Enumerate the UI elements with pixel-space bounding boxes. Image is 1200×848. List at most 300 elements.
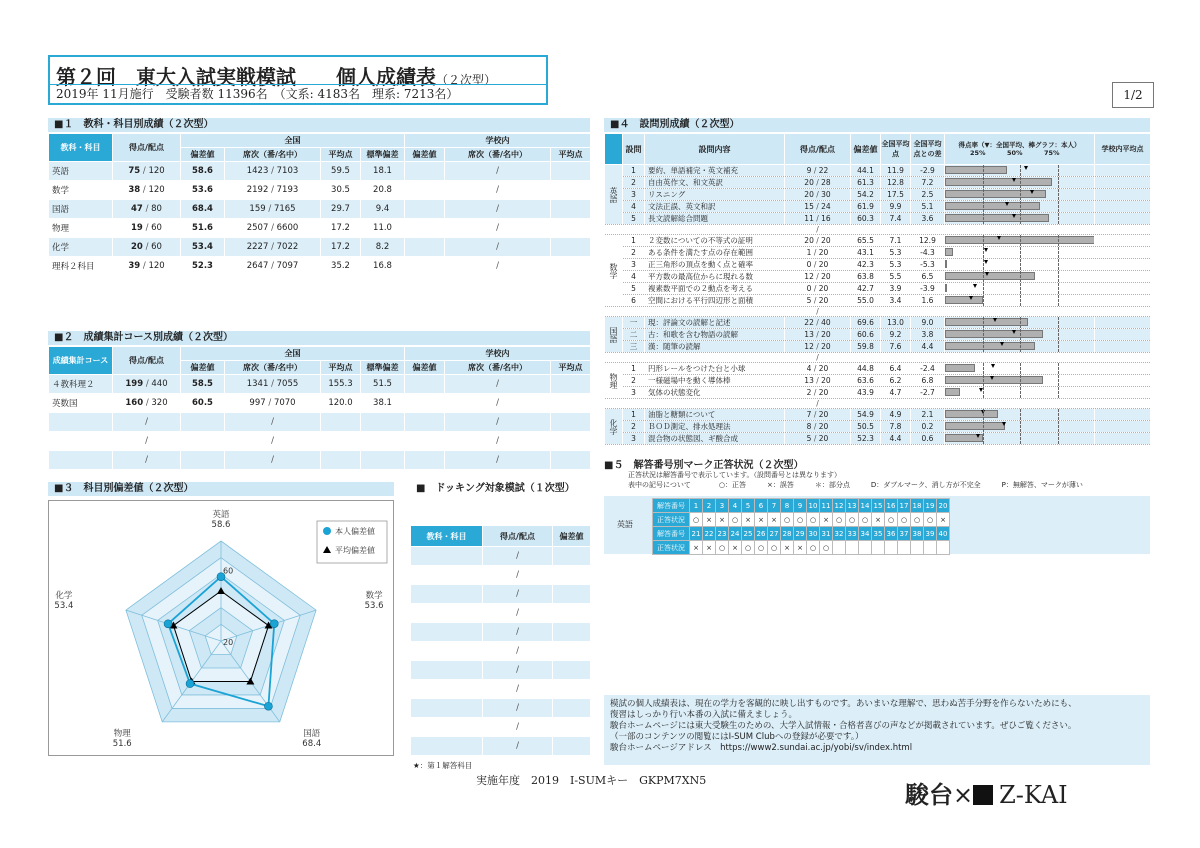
- question-deviation: 63.8: [851, 271, 881, 283]
- score-cell: 38 / 120: [113, 181, 181, 200]
- answer-status-table: [652, 498, 950, 555]
- school-average: [551, 375, 591, 394]
- question-score: 4 / 20: [785, 363, 851, 375]
- score-rate-bar: [945, 364, 975, 372]
- question-number: 3: [623, 433, 645, 445]
- radar-category-label: 68.4: [302, 738, 322, 749]
- question-average-diff: 9.0: [911, 317, 945, 329]
- answer-status: ○: [898, 513, 911, 527]
- answer-status: ○: [859, 513, 872, 527]
- gridline: [983, 433, 984, 444]
- question-score: 9 / 22: [785, 165, 851, 177]
- question-deviation: 55.0: [851, 295, 881, 307]
- school-average: [551, 257, 591, 276]
- question-national-average: 5.5: [881, 271, 911, 283]
- question-deviation: 63.6: [851, 375, 881, 387]
- rate-chart-cell: [945, 189, 1095, 201]
- question-content: 円形レールをつけた台と小球: [645, 363, 785, 375]
- gridline: [983, 341, 984, 352]
- rate-chart-cell: [945, 283, 1095, 295]
- school-deviation: [405, 181, 445, 200]
- gridline: [1058, 387, 1059, 398]
- question-average-diff: 5.1: [911, 201, 945, 213]
- school-average: [1095, 363, 1151, 375]
- answer-status-row: [653, 541, 950, 555]
- question-content: 古：和歌を含む物語の読解: [645, 329, 785, 341]
- school-rank: /: [445, 162, 551, 181]
- answer-number: 19: [924, 499, 937, 513]
- answer-number: 22: [703, 527, 716, 541]
- answer-number: 16: [885, 499, 898, 513]
- spacer-row: /: [605, 225, 1151, 235]
- question-national-average: 3.9: [881, 283, 911, 295]
- question-score: 2 / 20: [785, 387, 851, 399]
- radar-category-label: 58.6: [211, 520, 231, 530]
- rate-chart-cell: [945, 341, 1095, 353]
- question-row: [605, 387, 1151, 399]
- question-average-diff: -5.3: [911, 259, 945, 271]
- rank-cell: 1341 / 7055: [225, 375, 321, 394]
- national-average-marker: [997, 236, 1001, 240]
- question-score: 20 / 28: [785, 177, 851, 189]
- question-row: [605, 363, 1151, 375]
- question-subject: 物理: [605, 363, 623, 399]
- question-number: 5: [623, 213, 645, 225]
- gridline: [1020, 329, 1021, 340]
- gridline: [1020, 213, 1021, 224]
- question-score: 1 / 20: [785, 247, 851, 259]
- score-rate-bar: [945, 318, 1028, 326]
- gridline: [983, 409, 984, 420]
- question-content: 現：評論文の読解と記述: [645, 317, 785, 329]
- average: 59.5: [321, 162, 361, 181]
- school-deviation: [405, 257, 445, 276]
- answer-status: ○: [807, 541, 820, 555]
- score-cell: 39 / 120: [113, 257, 181, 276]
- question-score: 11 / 16: [785, 213, 851, 225]
- question-number: 1: [623, 363, 645, 375]
- score-rate-bar: [945, 248, 953, 256]
- rate-chart-cell: [945, 409, 1095, 421]
- school-average: [1095, 295, 1151, 307]
- answer-status-subject: 英語: [604, 496, 646, 554]
- report-info: 2019年 11月施行 受験者数 11396名 （文系: 4183名 理系: 7213名）: [50, 84, 546, 103]
- answer-number: 2: [703, 499, 716, 513]
- question-row: [605, 283, 1151, 295]
- question-deviation: 65.5: [851, 235, 881, 247]
- subject-name: ４教科理２: [49, 375, 113, 394]
- question-subject: 化学: [605, 409, 623, 445]
- question-deviation: 44.8: [851, 363, 881, 375]
- question-row: [605, 375, 1151, 387]
- gridline: [1020, 177, 1021, 188]
- answer-number: 23: [716, 527, 729, 541]
- question-national-average: 3.4: [881, 295, 911, 307]
- radar-category-label: 53.4: [54, 601, 74, 612]
- rank-cell: 2647 / 7097: [225, 257, 321, 276]
- answer-number: 32: [833, 527, 846, 541]
- question-national-average: 5.3: [881, 247, 911, 259]
- score-rate-bar: [945, 376, 1043, 384]
- gridline: [983, 283, 984, 294]
- question-national-average: 5.3: [881, 259, 911, 271]
- table-row: /: [411, 604, 591, 623]
- score-rate-bar: [945, 342, 1035, 350]
- table-row: /: [411, 699, 591, 718]
- question-average-diff: 6.8: [911, 375, 945, 387]
- table-row: [49, 257, 591, 276]
- average: 17.2: [321, 238, 361, 257]
- school-rank: /: [445, 238, 551, 257]
- gridline: [1058, 295, 1059, 306]
- school-rank: /: [445, 375, 551, 394]
- section5-note2: 表中の記号について ○：正答 ×：誤答 ＊：部分点 D：ダブルマーク、消し方が不完全 P：無解答、マークが薄い: [628, 481, 1083, 489]
- table-row: / / /: [49, 451, 591, 470]
- question-national-average: 9.9: [881, 201, 911, 213]
- answer-status: ○: [690, 513, 703, 527]
- answer-number: 1: [690, 499, 703, 513]
- rate-chart-cell: [945, 201, 1095, 213]
- radar-category-label: 化学: [55, 591, 73, 602]
- question-average-diff: 3.8: [911, 329, 945, 341]
- answer-number: 20: [937, 499, 950, 513]
- gridline: [983, 189, 984, 200]
- question-average-diff: -2.4: [911, 363, 945, 375]
- question-score: 15 / 24: [785, 201, 851, 213]
- score-cell: 47 / 80: [113, 200, 181, 219]
- gridline: [1020, 375, 1021, 386]
- gridline: [983, 259, 984, 270]
- answer-status: ×: [716, 513, 729, 527]
- question-deviation: 43.1: [851, 247, 881, 259]
- average: 17.2: [321, 219, 361, 238]
- radar-category-label: 物理: [113, 728, 131, 739]
- answer-number: 11: [820, 499, 833, 513]
- national-average-marker: [1005, 202, 1009, 206]
- answer-number: 9: [794, 499, 807, 513]
- rate-chart-cell: [945, 235, 1095, 247]
- gridline: [1020, 259, 1021, 270]
- answer-status: ○: [833, 513, 846, 527]
- answer-status: ×: [781, 541, 794, 555]
- rate-chart-cell: [945, 363, 1095, 375]
- question-deviation: 61.9: [851, 201, 881, 213]
- score-rate-bar: [945, 296, 983, 304]
- answer-number: 27: [768, 527, 781, 541]
- question-average-diff: 0.2: [911, 421, 945, 433]
- rank-cell: 2192 / 7193: [225, 181, 321, 200]
- question-average-diff: 1.6: [911, 295, 945, 307]
- answer-status: ○: [768, 541, 781, 555]
- score-cell: 160 / 320: [113, 394, 181, 413]
- question-average-diff: 4.4: [911, 341, 945, 353]
- question-national-average: 6.4: [881, 363, 911, 375]
- question-score: 5 / 20: [785, 295, 851, 307]
- answer-status: ○: [755, 541, 768, 555]
- table-row: / / /: [49, 432, 591, 451]
- question-number: 2: [623, 177, 645, 189]
- question-score: 7 / 20: [785, 409, 851, 421]
- school-deviation: [405, 162, 445, 181]
- rate-chart-cell: [945, 177, 1095, 189]
- gridline: [1020, 235, 1021, 246]
- school-average: [1095, 189, 1151, 201]
- answer-status: ×: [729, 541, 742, 555]
- question-national-average: 7.8: [881, 421, 911, 433]
- gridline: [1058, 271, 1059, 282]
- question-average-diff: 12.9: [911, 235, 945, 247]
- std-dev: 11.0: [361, 219, 405, 238]
- docking-heading: ■ ドッキング対象模試（１次型）: [410, 482, 590, 496]
- gridline: [1058, 409, 1059, 420]
- info-note: 模試の個人成績表は、現在の学力を客観的に映し出すものです。あいまいな理解で、思わぬ苦手分野を作らないためにも、 復習はしっかり行い本番の入試に備えましょう。 駿台ホームページには東大受験生のための、大学入試情報・合格者喜びの声などが掲載されています。ぜひご覧ください。 （一部のコンテンツの閲覧にはI-SUM Clubへの登録が必要です。） 駿台ホームページアドレス https://www2.sundai.ac.jp/yobi/sv/index.html: [604, 695, 1150, 765]
- gridline: [983, 177, 984, 188]
- question-deviation: 61.3: [851, 177, 881, 189]
- answer-number: 14: [859, 499, 872, 513]
- table-row: /: [411, 718, 591, 737]
- subject-name: 数学: [49, 181, 113, 200]
- question-score: 12 / 20: [785, 271, 851, 283]
- answer-status: [937, 541, 950, 555]
- score-rate-bar: [945, 166, 1007, 174]
- rate-chart-cell: [945, 271, 1095, 283]
- section2-heading: ■２ 成績集計コース別成績（２次型）: [48, 331, 590, 345]
- gridline: [1020, 283, 1021, 294]
- table-row: /: [411, 623, 591, 642]
- question-content: 自由英作文、和文英訳: [645, 177, 785, 189]
- school-deviation: [405, 394, 445, 413]
- subject-name: 理科２科目: [49, 257, 113, 276]
- std-dev: 38.1: [361, 394, 405, 413]
- national-average-marker: [976, 434, 980, 438]
- question-content: リスニング: [645, 189, 785, 201]
- answer-number-header: 解答番号: [653, 499, 690, 513]
- section5-heading: ■５ 解答番号別マーク正答状況（２次型）: [604, 460, 804, 471]
- national-average-marker: [984, 260, 988, 264]
- question-national-average: 11.9: [881, 165, 911, 177]
- school-average: [1095, 271, 1151, 283]
- gridline: [1020, 317, 1021, 328]
- school-average: [1095, 387, 1151, 399]
- answer-status: ×: [768, 513, 781, 527]
- spacer-row: /: [605, 399, 1151, 409]
- answer-status: [872, 541, 885, 555]
- gridline: [1058, 213, 1059, 224]
- question-deviation: 59.8: [851, 341, 881, 353]
- score-rate-bar: [945, 330, 1043, 338]
- answer-number: 34: [859, 527, 872, 541]
- gridline: [1020, 247, 1021, 258]
- score-cell: 75 / 120: [113, 162, 181, 181]
- national-average-marker: [1024, 166, 1028, 170]
- school-average: [1095, 283, 1151, 295]
- gridline: [1058, 189, 1059, 200]
- question-score: 0 / 20: [785, 283, 851, 295]
- answer-number: 26: [755, 527, 768, 541]
- question-deviation: 54.9: [851, 409, 881, 421]
- score-cell: 199 / 440: [113, 375, 181, 394]
- national-average-marker: [1012, 214, 1016, 218]
- question-row: [605, 295, 1151, 307]
- school-rank: /: [445, 394, 551, 413]
- gridline: [1020, 165, 1021, 176]
- answer-number: 7: [768, 499, 781, 513]
- question-score: 12 / 20: [785, 341, 851, 353]
- gridline: [983, 317, 984, 328]
- question-average-diff: 2.5: [911, 189, 945, 201]
- answer-status: ○: [911, 513, 924, 527]
- question-score: 8 / 20: [785, 421, 851, 433]
- deviation: 68.4: [181, 200, 225, 219]
- answer-number: 18: [911, 499, 924, 513]
- question-national-average: 9.2: [881, 329, 911, 341]
- question-deviation: 54.2: [851, 189, 881, 201]
- school-average: [1095, 201, 1151, 213]
- school-average: [1095, 409, 1151, 421]
- gridline: [983, 375, 984, 386]
- national-average-marker: [1012, 330, 1016, 334]
- answer-status: ○: [781, 513, 794, 527]
- rate-chart-cell: [945, 317, 1095, 329]
- question-score: 5 / 20: [785, 433, 851, 445]
- std-dev: 18.1: [361, 162, 405, 181]
- answer-number: 29: [794, 527, 807, 541]
- rate-chart-cell: [945, 295, 1095, 307]
- subject-name: 国語: [49, 200, 113, 219]
- average: 29.7: [321, 200, 361, 219]
- answer-status: ×: [690, 541, 703, 555]
- rate-chart-header: 得点率（▼：全国平均、棒グラフ：本人） 25% 50% 75%: [945, 134, 1095, 165]
- school-deviation: [405, 219, 445, 238]
- question-national-average: 7.1: [881, 235, 911, 247]
- question-number: 2: [623, 375, 645, 387]
- answer-status: ×: [820, 513, 833, 527]
- question-content: 平方数の最高位からに現れる数: [645, 271, 785, 283]
- answer-status: ×: [872, 513, 885, 527]
- question-content: 要約、単語補完・英文補充: [645, 165, 785, 177]
- gridline: [1058, 363, 1059, 374]
- question-national-average: 7.4: [881, 213, 911, 225]
- gridline: [1058, 433, 1059, 444]
- answer-status: ×: [755, 513, 768, 527]
- gridline: [983, 329, 984, 340]
- gridline: [983, 421, 984, 432]
- question-average-diff: -2.7: [911, 387, 945, 399]
- score-cell: 20 / 60: [113, 238, 181, 257]
- question-average-diff: 7.2: [911, 177, 945, 189]
- deviation: 60.5: [181, 394, 225, 413]
- radar-category-label: 国語: [303, 728, 321, 739]
- answer-status: ○: [846, 513, 859, 527]
- answer-status: ○: [742, 541, 755, 555]
- gridline: [1020, 387, 1021, 398]
- rank-cell: 1423 / 7103: [225, 162, 321, 181]
- question-row: [605, 317, 1151, 329]
- score-rate-bar: [945, 284, 947, 292]
- answer-status: ×: [703, 513, 716, 527]
- answer-number: 6: [755, 499, 768, 513]
- answer-status: [833, 541, 846, 555]
- question-national-average: 12.8: [881, 177, 911, 189]
- gridline: [1058, 341, 1059, 352]
- question-content: 長文読解総合問題: [645, 213, 785, 225]
- national-average-marker: [1000, 342, 1004, 346]
- answer-number: 38: [911, 527, 924, 541]
- answer-status: [885, 541, 898, 555]
- question-row: [605, 213, 1151, 225]
- answer-status-row: [653, 513, 950, 527]
- school-deviation: [405, 238, 445, 257]
- legend-self-icon: [323, 527, 331, 535]
- self-point: [264, 702, 272, 710]
- question-average-diff: -3.9: [911, 283, 945, 295]
- question-average-diff: -2.9: [911, 165, 945, 177]
- answer-number: 10: [807, 499, 820, 513]
- question-content: ２変数についての不等式の証明: [645, 235, 785, 247]
- school-average: [1095, 341, 1151, 353]
- question-content: 一様磁場中を動く導体棒: [645, 375, 785, 387]
- answer-status: ×: [937, 513, 950, 527]
- answer-status: ○: [820, 541, 833, 555]
- spacer-row: /: [605, 353, 1151, 363]
- answer-number: 21: [690, 527, 703, 541]
- rank-cell: 159 / 7165: [225, 200, 321, 219]
- answer-number: 15: [872, 499, 885, 513]
- rate-chart-cell: [945, 433, 1095, 445]
- national-average-marker: [984, 248, 988, 252]
- score-cell: 19 / 60: [113, 219, 181, 238]
- subject-name: 英語: [49, 162, 113, 181]
- question-national-average: 13.0: [881, 317, 911, 329]
- question-content: ＢＯＤ測定、排水処理法: [645, 421, 785, 433]
- question-national-average: 4.9: [881, 409, 911, 421]
- radar-tick-label: 20: [223, 638, 234, 647]
- rate-chart-cell: [945, 213, 1095, 225]
- question-national-average: 7.6: [881, 341, 911, 353]
- self-point: [186, 680, 194, 688]
- answer-status: ×: [703, 541, 716, 555]
- school-average: [1095, 213, 1151, 225]
- question-content: 空間における平行四辺形と面積: [645, 295, 785, 307]
- school-average: [551, 162, 591, 181]
- deviation: 52.3: [181, 257, 225, 276]
- question-row: [605, 189, 1151, 201]
- subject-name: 化学: [49, 238, 113, 257]
- gridline: [983, 213, 984, 224]
- gridline: [983, 295, 984, 306]
- std-dev: 9.4: [361, 200, 405, 219]
- answer-status: [846, 541, 859, 555]
- answer-number: 35: [872, 527, 885, 541]
- table-row: [49, 219, 591, 238]
- gridline: [1058, 165, 1059, 176]
- score-rate-bar: [945, 214, 1049, 222]
- school-average: [1095, 433, 1151, 445]
- table-row: /: [411, 680, 591, 699]
- question-row: [605, 433, 1151, 445]
- docking-table: 教科・科目 得点/配点 偏差値 / / / / / / / / / / /: [410, 525, 591, 756]
- rate-chart-cell: [945, 387, 1095, 399]
- question-content: 文法正誤、英文和訳: [645, 201, 785, 213]
- question-national-average: 17.5: [881, 189, 911, 201]
- gridline: [1058, 317, 1059, 328]
- question-score-table: 設問 設問内容 得点/配点 偏差値 全国平均点 全国平均点との差 得点率（▼：全国平均、棒グラフ：本人） 25% 50% 75% 学校内平均点 英語 1 要約、単語補完・英文補充 9 / 22 44.1 11.9 -2.9 2 自由英作文、和文英訳 20 / 28 61.3 12.8 7.2 3 リスニング 20 / 30 54.2 17.5 2.5 4 文法正誤、英文和訳 15 / 24 61.9 9.9 5.1 5 長文読解総合問題 11 / 16 60.3 7.4 3.6 / 数学 1 ２変数についての不等式の証明 20 / 20 65.5 7.1 12.9 2 ある条件を満たす点の存在範囲 1 / 20 43.1 5.3 -4.3 3 正三角形の頂点を動く点と確率 0 / 20 42.3 5.3 -5.3 4 平方数の最高位からに現れる数 12 / 20 63.8 5.5 6.5 5 複素数平面での２動点を考える 0 / 20 42.7 3.9 -3.9 6 空間における平行四辺形と面積 5 / 20 55.0 3.4 1.6 / 国語 一 現：評論文の読解と記述 22 / 40 69.6 13.0 9.0 二 古：和歌を含む物語の読解 13 / 20 60.6 9.2 3.8 三 漢：随筆の読解 12 / 20 59.8 7.6 4.4 / 物理 1 円形レールをつけた台と小球 4 / 20 44.8 6.4 -2.4 2 一様磁場中を動く導体棒 13 / 20 63.6 6.2 6.8 3 気体の状態変化 2 / 20 43.9 4.7 -2.7 / 化学 1 油脂と糖類について 7 / 20 54.9 4.9 2.1 2 ＢＯＤ測定、排水処理法 8 / 20 50.5 7.8 0.2 3 混合物の状態図、ギ酸合成 5 / 20 52.3 4.4 0.6: [604, 133, 1151, 445]
- question-average-diff: 3.6: [911, 213, 945, 225]
- zkai-logo-icon: [973, 785, 993, 805]
- question-content: ある条件を満たす点の存在範囲: [645, 247, 785, 259]
- score-rate-bar: [945, 388, 960, 396]
- answer-number: 28: [781, 527, 794, 541]
